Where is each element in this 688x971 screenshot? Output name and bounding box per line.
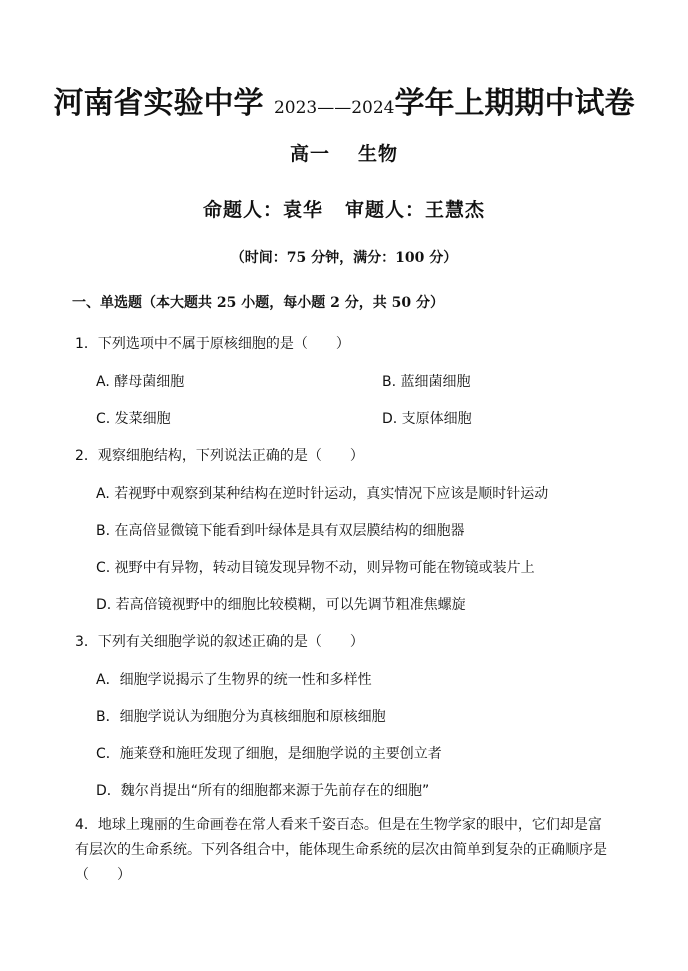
author-reviewer: 审题人：王慧杰: [345, 199, 486, 221]
question-1-option-d: D. 支原体细胞: [382, 411, 472, 427]
question-2-stem: 2．观察细胞结构，下列说法正确的是（ ）: [75, 448, 364, 464]
exam-subtitle: [0, 139, 688, 166]
question-3-option-b: B．细胞学说认为细胞分为真核细胞和原核细胞: [96, 709, 386, 725]
question-1-option-a: A. 酵母菌细胞: [96, 374, 185, 390]
question-2-option-a: A. 若视野中观察到某种结构在逆时针运动，真实情况下应该是顺时针运动: [96, 486, 549, 502]
question-3-option-c: C．施莱登和施旺发现了细胞，是细胞学说的主要创立者: [96, 746, 442, 762]
question-2-option-b: B. 在高倍显微镜下能看到叶绿体是具有双层膜结构的细胞器: [96, 523, 465, 539]
title-year: 2023——2024: [273, 98, 395, 118]
subtitle-grade: 高一: [289, 143, 330, 165]
question-3-stem: 3．下列有关细胞学说的叙述正确的是（ ）: [75, 634, 364, 650]
question-3-option-d: D．魏尔肖提出“所有的细胞都来源于先前存在的细胞”: [96, 783, 430, 799]
title-term: 学年上期期中试卷: [394, 86, 635, 121]
question-3-option-a: A．细胞学说揭示了生物界的统一性和多样性: [96, 672, 372, 688]
exam-authors: [0, 195, 688, 222]
question-1-option-c: C. 发菜细胞: [96, 411, 171, 427]
title-school: 河南省实验中学: [53, 86, 264, 121]
question-1-option-b: B. 蓝细菌细胞: [382, 374, 471, 390]
author-setter: 命题人：袁华: [202, 199, 323, 221]
question-1-stem: 1．下列选项中不属于原核细胞的是（ ）: [75, 336, 350, 352]
question-2-option-c: C. 视野中有异物，转动目镜发现异物不动，则异物可能在物镜或装片上: [96, 560, 535, 576]
question-4-stem: 4．地球上瑰丽的生命画卷在常人看来千姿百态。但是在生物学家的眼中，它们却是富有层次的生命系统。下列各组合中，能体现生命系统的层次由简单到复杂的正确顺序是（ ）: [75, 817, 607, 883]
exam-time-info: （时间：75 分钟，满分：100 分）: [230, 250, 458, 266]
section-title: 一、单选题（本大题共 25 小题，每小题 2 分，共 50 分）: [72, 295, 444, 311]
exam-title: [0, 78, 688, 122]
subtitle-subject: 生物: [358, 143, 399, 165]
question-2-option-d: D. 若高倍镜视野中的细胞比较模糊，可以先调节粗准焦螺旋: [96, 597, 466, 613]
